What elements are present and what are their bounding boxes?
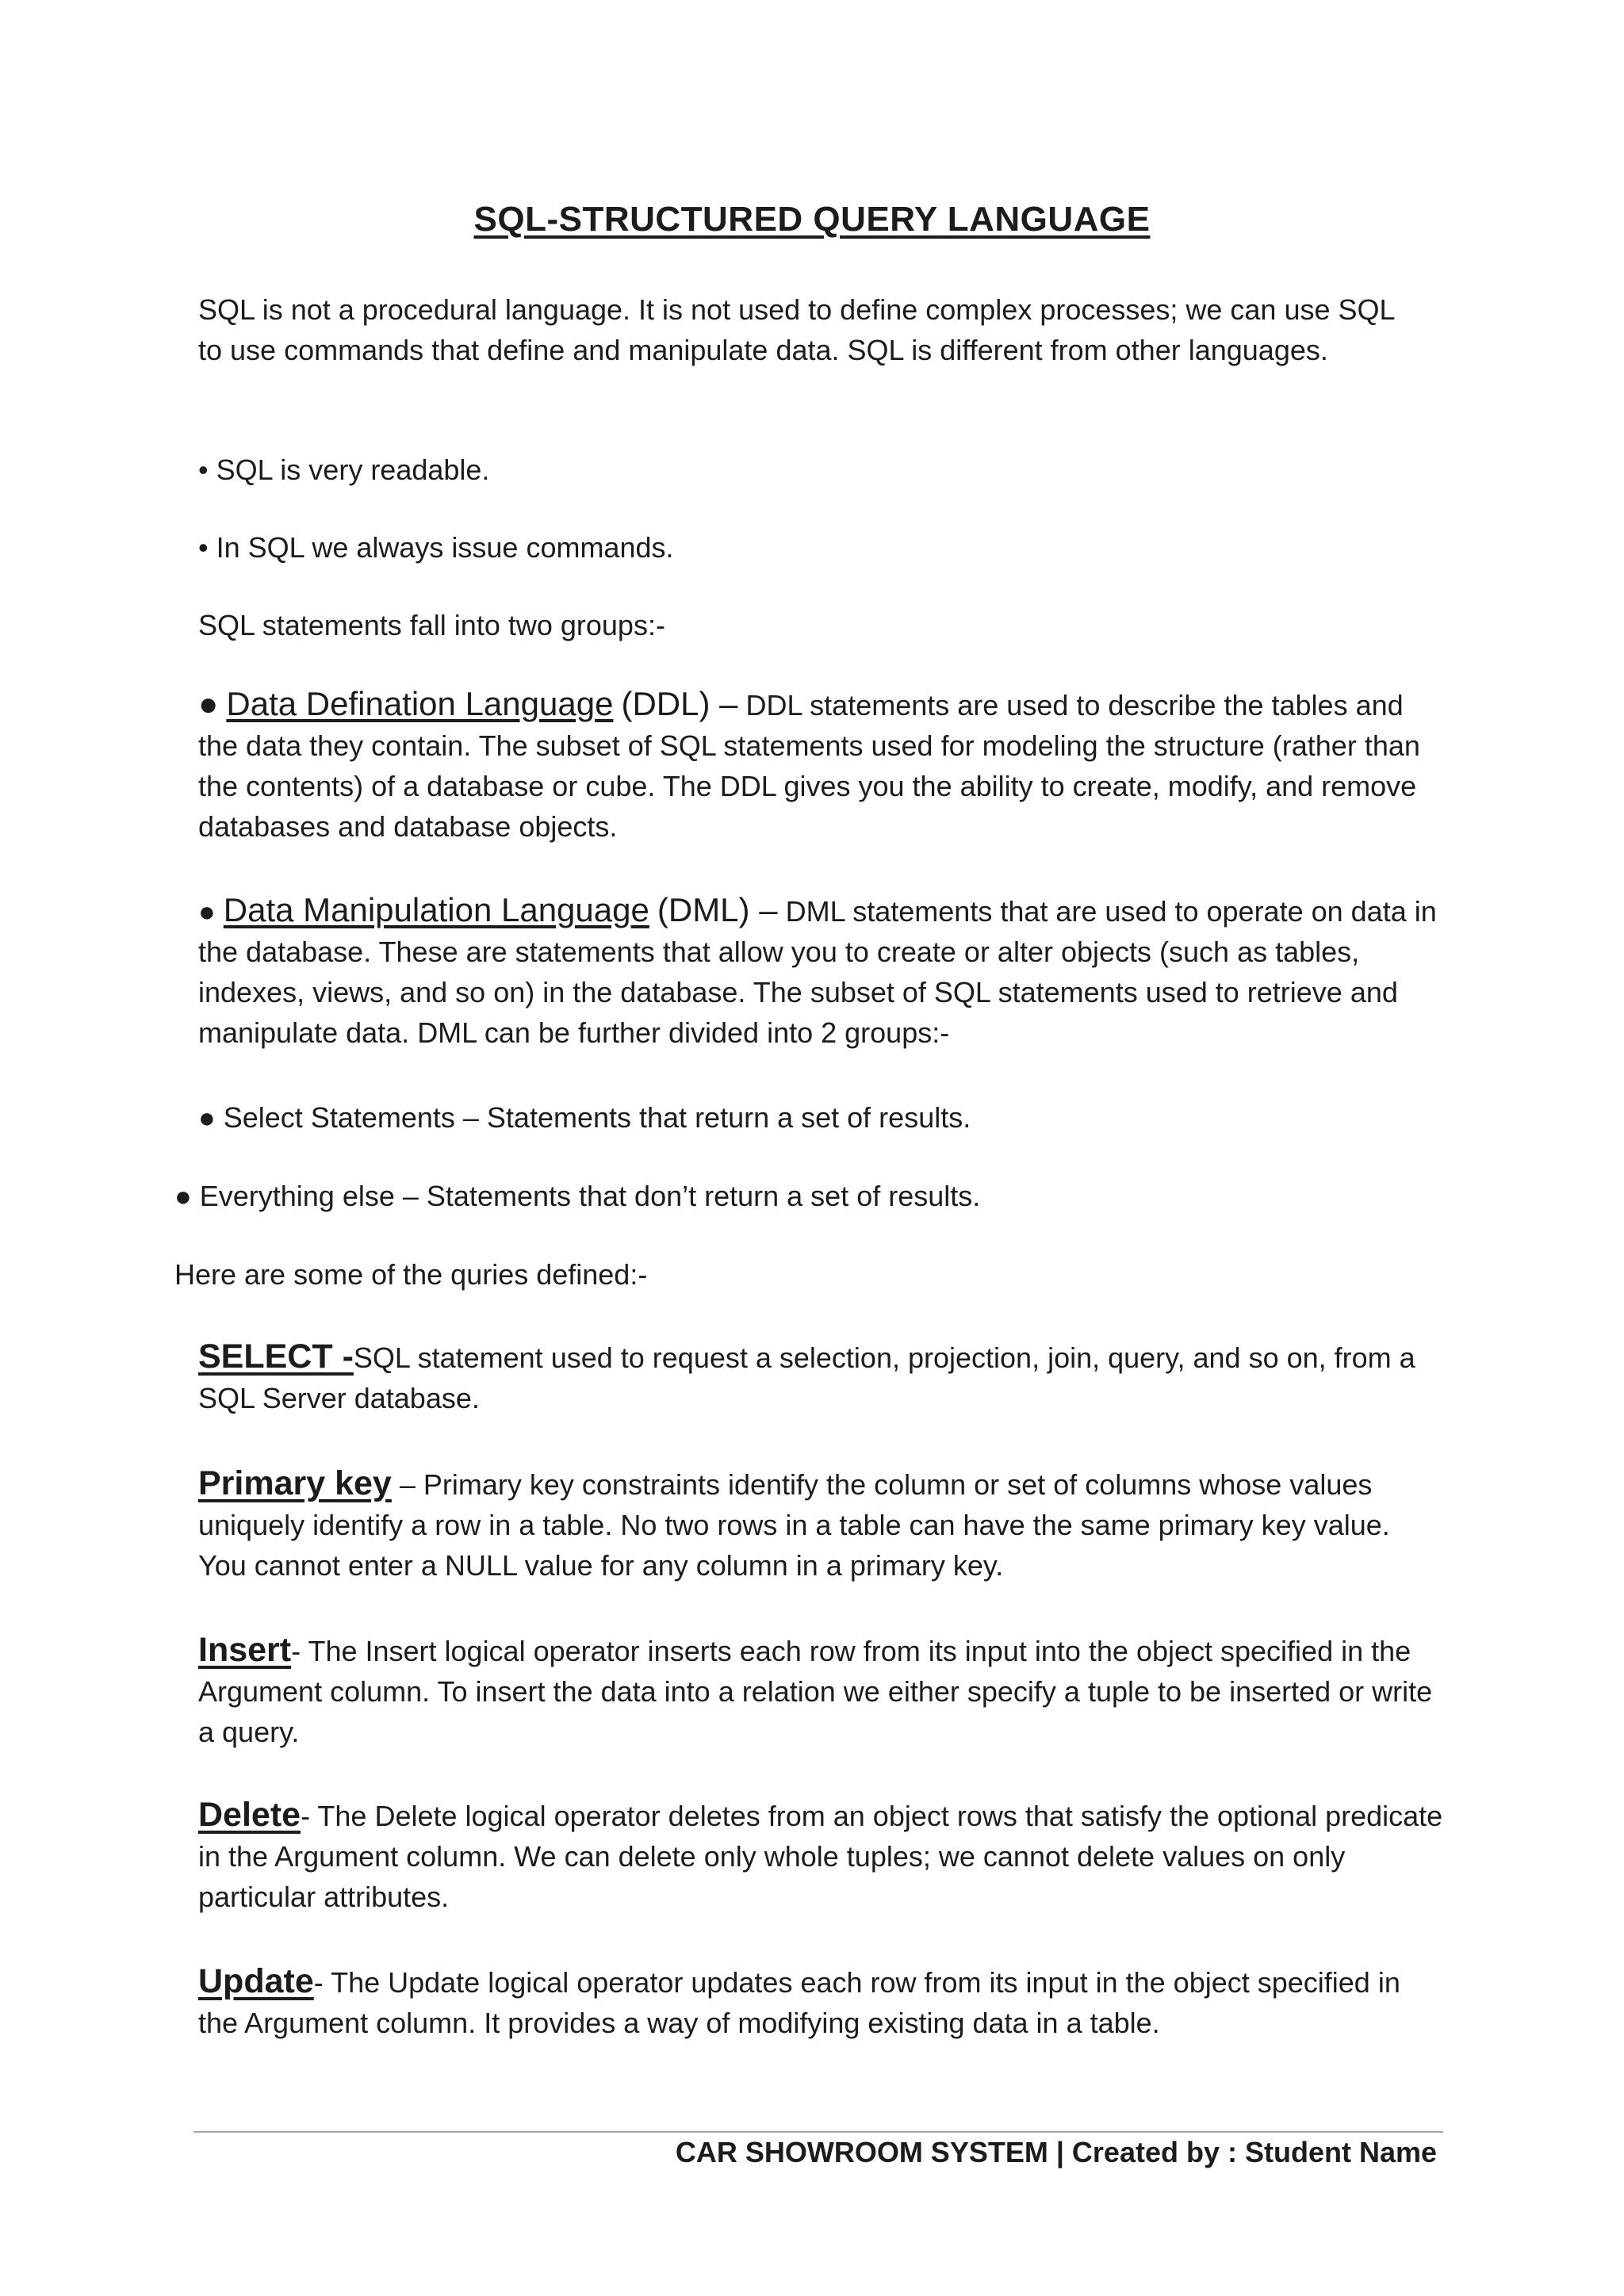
insert-paragraph — [198, 1630, 1443, 1752]
update-text: - The Update logical operator updates each row from its input in the object specified in the Argument column. It provides a way of modifying existing data in a table. — [198, 1966, 1400, 2039]
ddl-abbr: (DDL) – — [621, 685, 738, 722]
footer-divider — [193, 2131, 1443, 2133]
ddl-term: Data Defination Language — [226, 685, 614, 722]
update-term: Update — [198, 1962, 314, 2000]
select-text: SQL statement used to request a selection, projection, join, query, and so on, from a SQL Server database. — [198, 1341, 1415, 1414]
delete-paragraph — [198, 1795, 1443, 1917]
dml-text: DML statements that are used to operate on data in the database. These are statements that allow you to create or alter objects (such as tables, indexes, views, and so on) in the database. The subset of SQL statements used to retrieve and manipulate data. DML can be further divided into 2 groups:- — [198, 895, 1437, 1049]
page-title: SQL-STRUCTURED QUERY LANGUAGE — [473, 200, 1151, 239]
dml-term: Data Manipulation Language — [223, 891, 649, 928]
insert-text: - The Insert logical operator inserts each row from its input into the object specified in the Argument column. To insert the data into a relation we either specify a tuple to be inserted or write a query. — [198, 1635, 1433, 1748]
queries-intro: Here are some of the quries defined:- — [174, 1258, 648, 1291]
intro-paragraph: SQL is not a procedural language. It is not used to define complex processes; we can use SQL to use commands that define and manipulate data. SQL is different from other languages. — [198, 293, 1395, 366]
bullet-readable: • SQL is very readable. — [198, 453, 490, 486]
everything-else-item: ● Everything else – Statements that don’t return a set of results. — [174, 1180, 981, 1212]
select-term: SELECT - — [198, 1337, 354, 1376]
update-paragraph — [198, 1961, 1443, 2043]
page-footer: CAR SHOWROOM SYSTEM | Created by : Student Name — [675, 2136, 1437, 2168]
ddl-bullet: ● — [198, 685, 219, 722]
primary-key-text: – Primary key constraints identify the column or set of columns whose values uniquely identify a row in a table. No two rows in a table can have the same primary key value. You cannot enter a NULL value for any column in a primary key. — [198, 1468, 1390, 1582]
select-statements-item: ● Select Statements – Statements that return a set of results. — [198, 1101, 971, 1134]
dml-abbr: (DML) – — [657, 891, 778, 928]
primary-key-paragraph — [198, 1464, 1443, 1586]
dml-bullet: ● — [198, 895, 216, 928]
ddl-text: DDL statements are used to describe the tables and the data they contain. The subset of SQL statements used for modeling the structure (rather than the contents) of a database or cube. The DDL gives you the ability to create, modify, and remove databases and database objects. — [198, 689, 1420, 843]
select-query-paragraph — [198, 1337, 1443, 1418]
groups-intro: SQL statements fall into two groups:- — [198, 609, 665, 641]
delete-text: - The Delete logical operator deletes from an object rows that satisfy the optional predicate in the Argument column. We can delete only whole tuples; we cannot delete values on only particular attributes. — [198, 1800, 1443, 1913]
bullet-commands: • In SQL we always issue commands. — [198, 531, 674, 564]
insert-term: Insert — [198, 1631, 292, 1669]
ddl-paragraph — [198, 683, 1443, 847]
delete-term: Delete — [198, 1796, 301, 1834]
dml-paragraph — [198, 890, 1443, 1053]
primary-key-term: Primary key — [198, 1464, 392, 1502]
